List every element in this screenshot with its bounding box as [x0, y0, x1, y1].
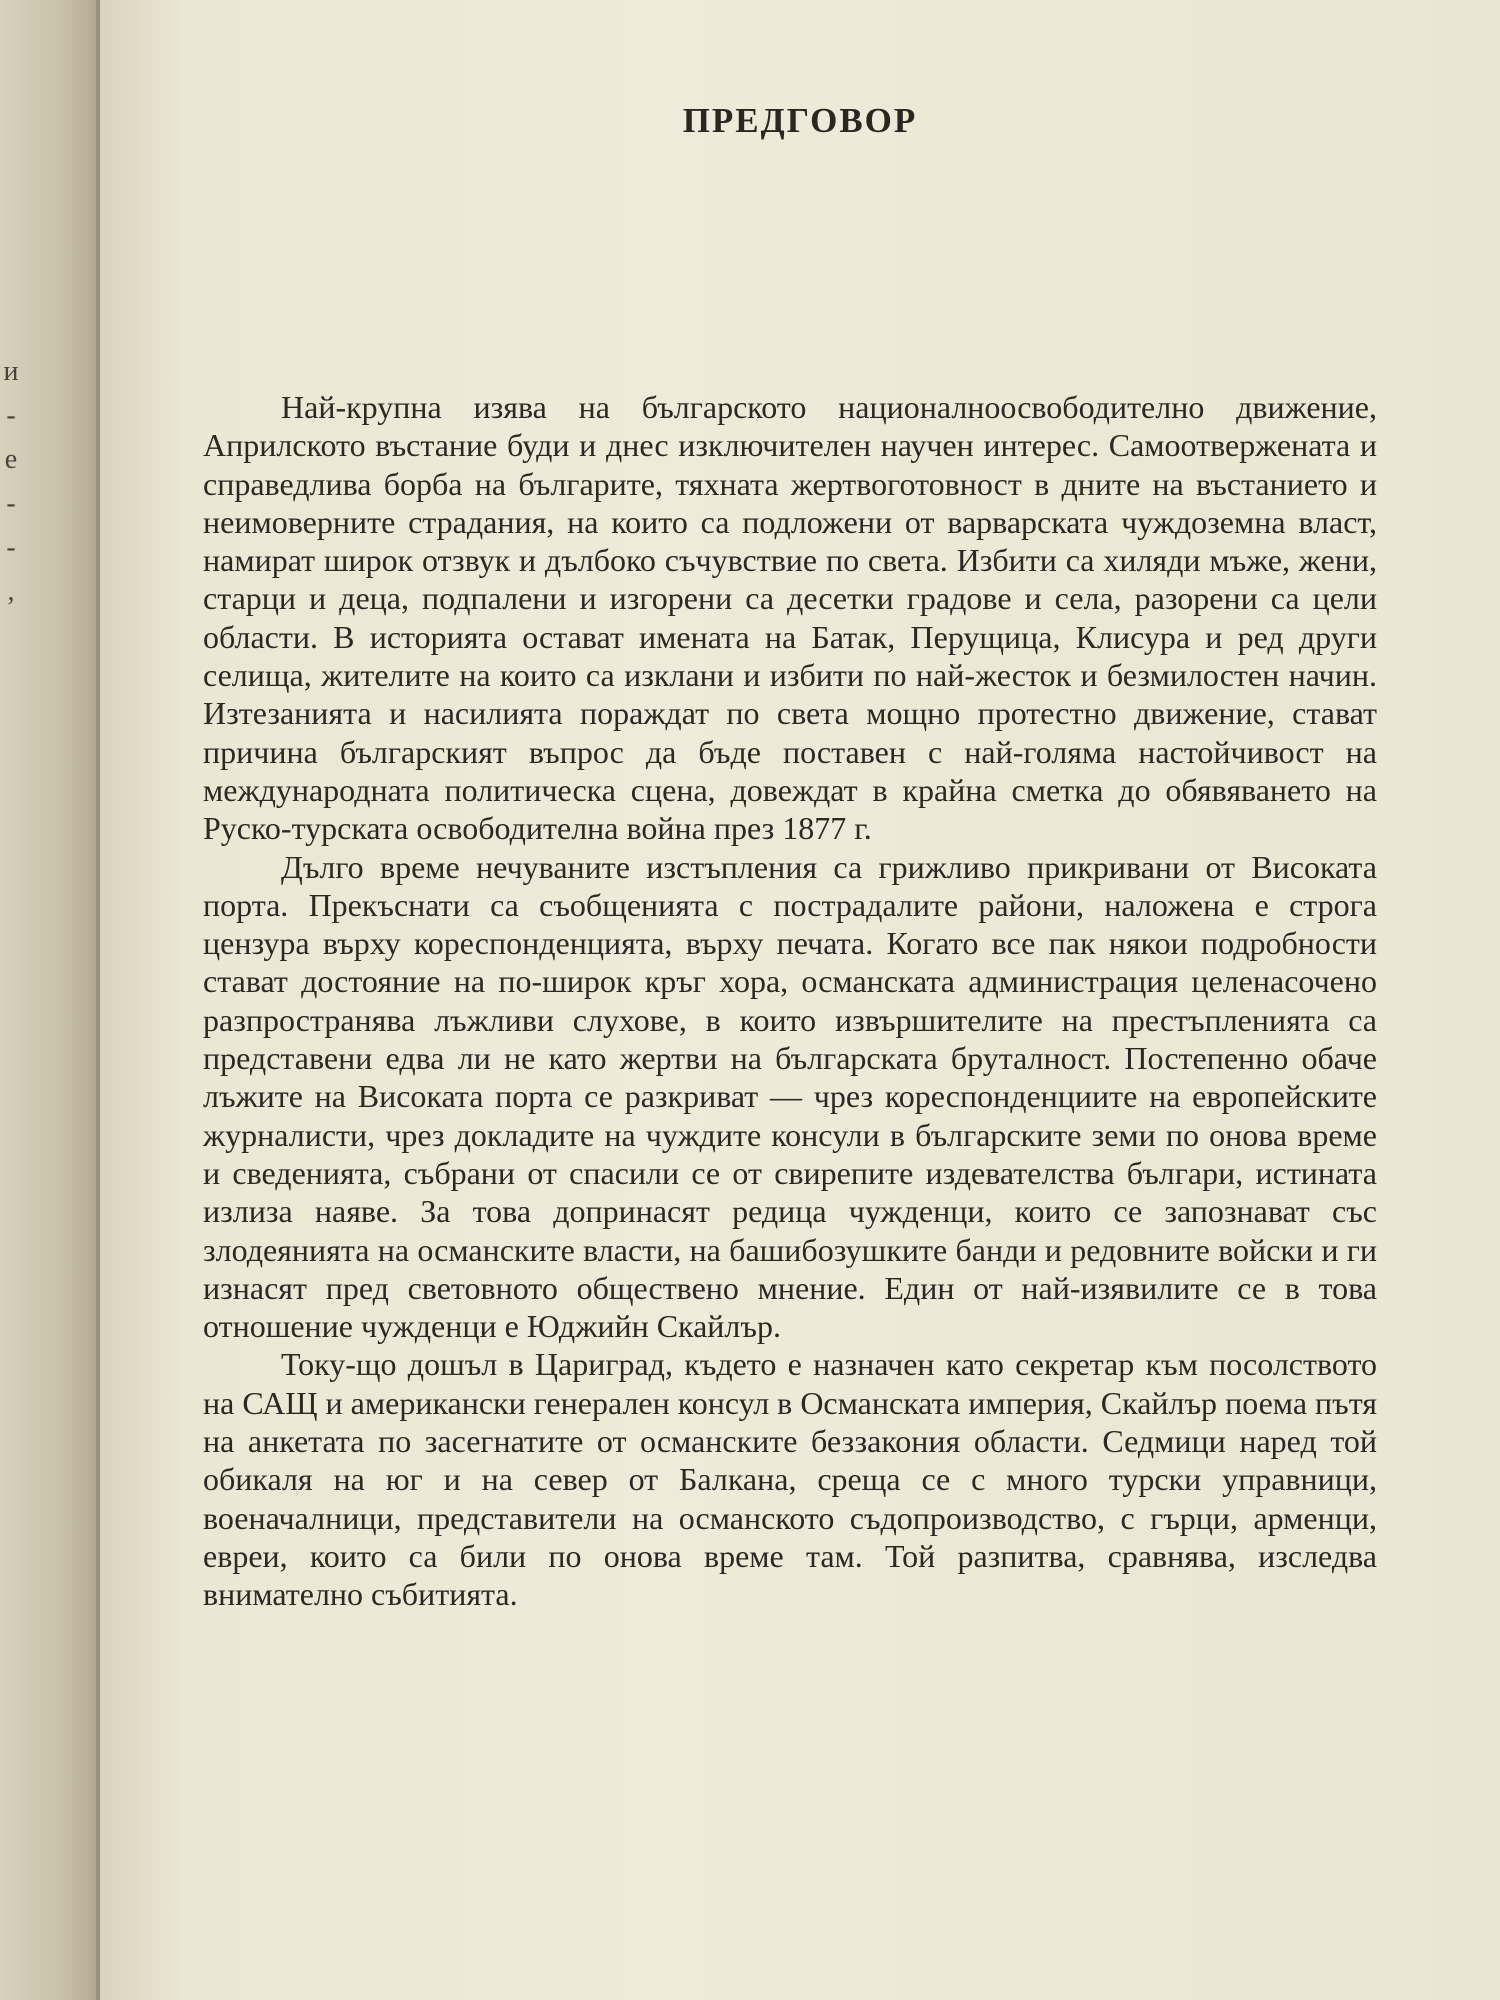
body-text [203, 388, 1377, 1614]
paragraph: Току-що дошъл в Цариград, където е назначен като секретар към посолството на САЩ и американски генерален консул в Османската империя, Скайлър поема пътя на анкетата по засегнатите от османските беззакония области. Седмици наред той обикаля на юг и на север от Балкана, среща се с много турски управници, военачалници, представители на османското съдопроизводство, с гърци, арменци, евреи, които са били по онова време там. Той разпитва, сравнява, изследва внимателно събитията. [203, 1346, 1377, 1613]
margin-mark: и [3, 356, 19, 387]
paragraph: Най-крупна изява на българското националноосвободително движение, Априлското въстание буди и днес изключителен научен интерес. Самоотвержената и справедлива борба на българите, тяхната жертвоготовност в дните на въстанието и неимоверните страдания, на които са подложени от варварската чуждоземна власт, намират широк отзвук и дълбоко съчувствие по света. Избити са хиляди мъже, жени, старци и деца, подпалени и изгорени са десетки градове и села, разорени са цели области. В историята остават имената на Батак, Перущица, Клисура и ред други селища, жителите на които са изклани и избити по най-жесток и безмилостен начин. Изтезанията и насилията пораждат по света мощно протестно движение, стават причина българският въпрос да бъде поставен с най-голяма настойчивост на международната политическа сцена, довеждат в крайна сметка до обявяването на Руско-турската освободителна война през 1877 г. [203, 389, 1377, 847]
facing-page-edge-text [0, 350, 22, 614]
margin-mark: е [4, 444, 18, 475]
paragraph: Дълго време нечуваните изстъпления са грижливо прикривани от Високата порта. Прекъснати са съобщенията с пострадалите райони, наложена е строга цензура върху кореспонденцията, върху печата. Когато все пак някои подробности стават достояние на по-широк кръг хора, османската администрация целенасочено разпространява лъжливи слухове, в които извършителите на престъпленията са представени едва ли не като жертви на българската бруталност. Постепенно обаче лъжите на Високата порта се разкриват — чрез кореспонденциите на европейските журналисти, чрез докладите на чуждите консули в българските земи по онова време и сведенията, събрани от спасили се от свирепите издевателства българи, истината излиза наяве. За това допринасят редица чужденци, които се запознават със злодеянията на османските власти, на башибозушките банди и редовните войски и ги изнасят пред световното обществено мнение. Един от най-изявилите се в това отношение чужденци е Юджийн Скайлър. [203, 848, 1377, 1345]
page-title: ПРЕДГОВОР [682, 101, 918, 141]
margin-mark: - [6, 532, 16, 563]
book-gutter [0, 0, 110, 2000]
margin-mark: - [6, 488, 16, 519]
margin-mark: - [6, 400, 16, 431]
margin-mark: , [7, 576, 15, 607]
